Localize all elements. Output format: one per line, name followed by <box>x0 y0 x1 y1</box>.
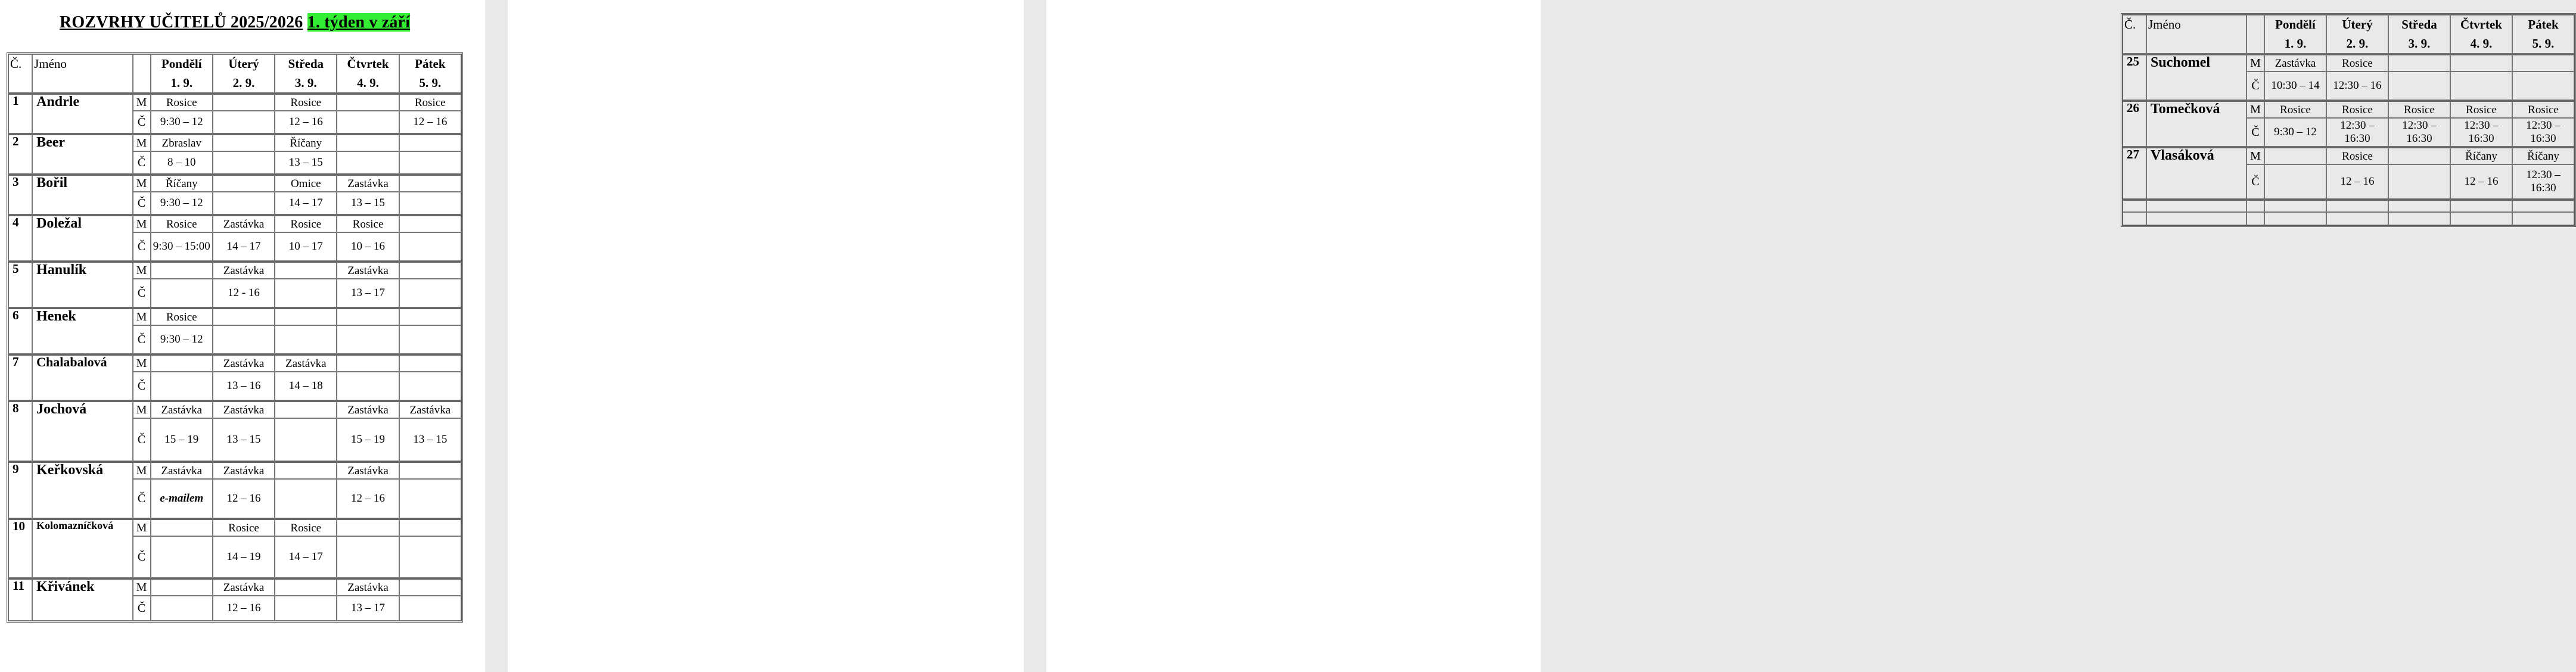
place-cell: Zastávka <box>151 400 213 418</box>
day-date: 5. 9. <box>419 75 442 90</box>
day-name: Čtvrtek <box>2460 17 2502 32</box>
time-label: Č <box>133 111 151 133</box>
place-cell: Zastávka <box>213 400 275 418</box>
day-date: 1. 9. <box>170 75 193 90</box>
time-cell: 12 – 16 <box>2326 164 2388 199</box>
time-cell: 12 – 16 <box>275 111 337 133</box>
empty-cell <box>2512 212 2574 225</box>
day-name: Středa <box>288 57 324 71</box>
header-name: Jméno <box>32 54 132 93</box>
teacher-number: 11 <box>8 578 32 621</box>
teacher-row-place <box>8 400 461 418</box>
place-cell <box>151 518 213 536</box>
place-cell <box>275 307 337 325</box>
place-cell <box>399 261 461 279</box>
time-cell <box>337 111 399 133</box>
time-cell <box>2264 164 2326 199</box>
teacher-name: Jochová <box>32 400 132 461</box>
time-cell <box>151 596 213 621</box>
time-cell: 13 – 17 <box>337 279 399 307</box>
day-name: Úterý <box>228 57 259 71</box>
teacher-row-place <box>2123 100 2574 118</box>
place-label: M <box>133 518 151 536</box>
teacher-row-place <box>8 93 461 111</box>
place-cell: Rosice <box>2326 147 2388 164</box>
time-cell: 12 – 16 <box>213 479 275 518</box>
time-cell: 12:30 – 16:30 <box>2512 118 2574 147</box>
teacher-name: Vlasáková <box>2146 147 2246 199</box>
teacher-name: Suchomel <box>2146 54 2246 100</box>
time-cell <box>337 325 399 354</box>
place-cell <box>2512 54 2574 71</box>
teacher-number: 2 <box>8 133 32 174</box>
empty-cell <box>2146 199 2246 212</box>
time-cell <box>2388 71 2450 100</box>
day-date: 4. 9. <box>357 75 379 90</box>
empty-cell <box>2450 212 2512 225</box>
place-cell <box>213 307 275 325</box>
time-cell <box>213 151 275 174</box>
time-label: Č <box>133 232 151 261</box>
place-cell <box>275 400 337 418</box>
time-cell: 15 – 19 <box>337 418 399 461</box>
place-cell <box>213 174 275 192</box>
time-cell: 9:30 – 12 <box>2264 118 2326 147</box>
time-label: Č <box>133 279 151 307</box>
place-cell: Říčany <box>2450 147 2512 164</box>
time-cell: 15 – 19 <box>151 418 213 461</box>
place-cell: Rosice <box>2450 100 2512 118</box>
place-label: M <box>133 93 151 111</box>
header-day <box>151 54 213 93</box>
time-cell <box>399 279 461 307</box>
teacher-number: 6 <box>8 307 32 354</box>
time-cell: 13 – 15 <box>213 418 275 461</box>
day-date: 5. 9. <box>2532 36 2555 51</box>
place-cell: Zbraslav <box>151 133 213 151</box>
time-cell: 9:30 – 12 <box>151 111 213 133</box>
teacher-name: Andrle <box>32 93 132 133</box>
time-label: Č <box>133 372 151 400</box>
place-cell: Zastávka <box>337 461 399 479</box>
time-cell <box>275 479 337 518</box>
teacher-row-place <box>8 461 461 479</box>
time-cell <box>275 325 337 354</box>
empty-cell <box>2450 199 2512 212</box>
time-cell <box>275 596 337 621</box>
place-label: M <box>2246 147 2264 164</box>
header-day <box>2450 15 2512 54</box>
place-cell: Zastávka <box>213 214 275 232</box>
place-cell <box>399 174 461 192</box>
place-label: M <box>133 307 151 325</box>
teacher-name: Tomečková <box>2146 100 2246 147</box>
place-label: M <box>133 461 151 479</box>
place-cell: Říčany <box>151 174 213 192</box>
time-cell <box>399 325 461 354</box>
time-cell <box>399 536 461 578</box>
time-cell <box>337 536 399 578</box>
time-cell: 12 – 16 <box>213 596 275 621</box>
place-cell <box>399 578 461 596</box>
place-cell <box>399 354 461 372</box>
teacher-number: 10 <box>8 518 32 578</box>
place-cell <box>213 93 275 111</box>
empty-cell <box>2326 199 2388 212</box>
teacher-row-place <box>8 307 461 325</box>
time-cell: 13 – 15 <box>275 151 337 174</box>
place-cell <box>337 307 399 325</box>
place-cell <box>399 518 461 536</box>
title-week-highlight: 1. týden v září <box>307 13 411 32</box>
teacher-row-place <box>8 261 461 279</box>
time-cell: 12 – 16 <box>399 111 461 133</box>
empty-cell <box>2146 212 2246 225</box>
header-day <box>2512 15 2574 54</box>
time-cell <box>399 372 461 400</box>
place-cell: Rosice <box>151 93 213 111</box>
day-date: 2. 9. <box>2346 36 2369 51</box>
place-cell: Zastávka <box>213 461 275 479</box>
day-date: 4. 9. <box>2470 36 2493 51</box>
place-label: M <box>2246 54 2264 71</box>
time-cell <box>275 418 337 461</box>
empty-row <box>2123 199 2574 212</box>
place-label: M <box>133 174 151 192</box>
header-blank <box>2246 15 2264 54</box>
time-cell: 12 – 16 <box>2450 164 2512 199</box>
place-cell: Rosice <box>275 518 337 536</box>
place-cell: Zastávka <box>213 578 275 596</box>
teacher-number: 9 <box>8 461 32 518</box>
time-label: Č <box>2246 118 2264 147</box>
time-label: Č <box>133 192 151 214</box>
teacher-name: Henek <box>32 307 132 354</box>
time-cell <box>399 479 461 518</box>
empty-cell <box>2264 199 2326 212</box>
time-cell <box>275 279 337 307</box>
place-cell <box>151 578 213 596</box>
place-label: M <box>133 578 151 596</box>
time-cell: 14 – 18 <box>275 372 337 400</box>
teacher-number: 25 <box>2123 54 2146 100</box>
schedule-table-3 <box>2121 13 2576 227</box>
day-date: 3. 9. <box>2408 36 2431 51</box>
empty-cell <box>2388 212 2450 225</box>
place-cell: Rosice <box>337 214 399 232</box>
teacher-name: Bořil <box>32 174 132 214</box>
time-cell <box>2450 71 2512 100</box>
time-cell: 12 – 16 <box>337 479 399 518</box>
time-cell: 13 – 17 <box>337 596 399 621</box>
page-1 <box>0 0 485 672</box>
time-cell: 12:30 – 16:30 <box>2388 118 2450 147</box>
place-cell: Zastávka <box>151 461 213 479</box>
place-cell: Zastávka <box>213 354 275 372</box>
place-cell: Rosice <box>2512 100 2574 118</box>
place-cell: Rosice <box>399 93 461 111</box>
time-cell: 13 – 15 <box>337 192 399 214</box>
time-cell: 9:30 – 15:00 <box>151 232 213 261</box>
time-cell <box>213 192 275 214</box>
teacher-number: 5 <box>8 261 32 307</box>
time-cell <box>399 192 461 214</box>
header-day <box>275 54 337 93</box>
time-cell <box>2512 71 2574 100</box>
day-date: 1. 9. <box>2284 36 2307 51</box>
place-label: M <box>133 133 151 151</box>
time-cell: 13 – 16 <box>213 372 275 400</box>
header-row <box>2123 15 2574 54</box>
place-cell: Říčany <box>275 133 337 151</box>
time-cell <box>151 372 213 400</box>
place-cell: Rosice <box>151 307 213 325</box>
time-cell: 9:30 – 12 <box>151 325 213 354</box>
place-cell: Rosice <box>275 93 337 111</box>
place-cell <box>275 461 337 479</box>
time-label: Č <box>133 325 151 354</box>
teacher-row-place <box>8 518 461 536</box>
place-cell <box>399 461 461 479</box>
place-cell: Říčany <box>2512 147 2574 164</box>
teacher-number: 8 <box>8 400 32 461</box>
teacher-row-place <box>2123 54 2574 71</box>
place-cell <box>151 354 213 372</box>
time-cell: 8 – 10 <box>151 151 213 174</box>
empty-cell <box>2246 199 2264 212</box>
time-cell: 10:30 – 14 <box>2264 71 2326 100</box>
teacher-number: 4 <box>8 214 32 261</box>
time-label: Č <box>133 151 151 174</box>
empty-cell <box>2123 199 2146 212</box>
day-name: Pátek <box>415 57 446 71</box>
place-cell: Zastávka <box>275 354 337 372</box>
empty-cell <box>2246 212 2264 225</box>
day-name: Pátek <box>2528 17 2559 32</box>
empty-cell <box>2512 199 2574 212</box>
place-cell <box>2450 54 2512 71</box>
header-num: Č. <box>8 54 32 93</box>
empty-cell <box>2264 212 2326 225</box>
empty-cell <box>2123 212 2146 225</box>
teacher-number: 27 <box>2123 147 2146 199</box>
day-name: Středa <box>2401 17 2437 32</box>
time-cell: 9:30 – 12 <box>151 192 213 214</box>
time-cell <box>213 325 275 354</box>
teacher-number: 26 <box>2123 100 2146 147</box>
time-label: Č <box>133 596 151 621</box>
place-label: M <box>133 214 151 232</box>
place-cell: Omice <box>275 174 337 192</box>
place-label: M <box>133 354 151 372</box>
place-cell <box>2264 147 2326 164</box>
place-label: M <box>133 261 151 279</box>
place-cell <box>337 354 399 372</box>
time-cell: 14 – 17 <box>213 232 275 261</box>
header-num: Č. <box>2123 15 2146 54</box>
time-cell <box>151 279 213 307</box>
day-name: Pondělí <box>2275 17 2316 32</box>
time-cell: 14 – 19 <box>213 536 275 578</box>
time-cell: 12:30 – 16 <box>2326 71 2388 100</box>
time-cell <box>337 151 399 174</box>
page-2 <box>508 0 1024 672</box>
place-cell: Zastávka <box>399 400 461 418</box>
teacher-name: Doležal <box>32 214 132 261</box>
place-cell: Zastávka <box>337 261 399 279</box>
place-cell: Rosice <box>2326 100 2388 118</box>
teacher-row-place <box>8 174 461 192</box>
place-label: M <box>133 400 151 418</box>
time-cell <box>213 111 275 133</box>
time-cell: 12:30 – 16:30 <box>2326 118 2388 147</box>
teacher-number: 7 <box>8 354 32 400</box>
header-name: Jméno <box>2146 15 2246 54</box>
time-cell <box>399 232 461 261</box>
time-cell: e-mailem <box>151 479 213 518</box>
place-cell <box>151 261 213 279</box>
header-day <box>2388 15 2450 54</box>
place-cell <box>275 578 337 596</box>
time-cell: 12 - 16 <box>213 279 275 307</box>
day-date: 2. 9. <box>232 75 255 90</box>
teacher-row-place <box>8 214 461 232</box>
empty-cell <box>2388 199 2450 212</box>
teacher-row-place <box>8 133 461 151</box>
day-name: Čtvrtek <box>347 57 389 71</box>
day-name: Pondělí <box>161 57 202 71</box>
place-cell: Rosice <box>2264 100 2326 118</box>
page-3 <box>1046 0 2561 672</box>
time-cell <box>337 372 399 400</box>
day-date: 3. 9. <box>294 75 317 90</box>
teacher-name: Kolomazníčková <box>32 518 132 578</box>
place-cell: Rosice <box>275 214 337 232</box>
time-cell: 14 – 17 <box>275 536 337 578</box>
place-cell <box>337 93 399 111</box>
time-cell <box>399 151 461 174</box>
time-cell <box>399 596 461 621</box>
place-cell <box>337 518 399 536</box>
place-cell: Rosice <box>2326 54 2388 71</box>
place-cell: Zastávka <box>337 174 399 192</box>
header-day <box>2264 15 2326 54</box>
header-blank <box>133 54 151 93</box>
place-cell <box>399 133 461 151</box>
place-cell <box>399 307 461 325</box>
time-label: Č <box>133 418 151 461</box>
header-row <box>8 54 461 93</box>
time-label: Č <box>2246 71 2264 100</box>
place-cell: Zastávka <box>337 578 399 596</box>
day-name: Úterý <box>2342 17 2373 32</box>
place-cell: Zastávka <box>2264 54 2326 71</box>
place-cell: Rosice <box>151 214 213 232</box>
place-cell <box>2388 54 2450 71</box>
place-cell <box>337 133 399 151</box>
time-label: Č <box>133 536 151 578</box>
place-cell <box>213 133 275 151</box>
teacher-row-place <box>8 354 461 372</box>
teacher-name: Křivánek <box>32 578 132 621</box>
document-title <box>60 13 410 32</box>
time-cell: 14 – 17 <box>275 192 337 214</box>
teacher-name: Keřkovská <box>32 461 132 518</box>
header-day <box>213 54 275 93</box>
empty-row <box>2123 212 2574 225</box>
teacher-number: 1 <box>8 93 32 133</box>
time-cell: 12:30 – 16:30 <box>2512 164 2574 199</box>
teacher-name: Chalabalová <box>32 354 132 400</box>
place-cell: Zastávka <box>337 400 399 418</box>
header-day <box>337 54 399 93</box>
time-cell <box>2388 164 2450 199</box>
place-cell: Zastávka <box>213 261 275 279</box>
empty-cell <box>2326 212 2388 225</box>
header-day <box>2326 15 2388 54</box>
place-cell <box>399 214 461 232</box>
teacher-number: 3 <box>8 174 32 214</box>
time-cell: 12:30 – 16:30 <box>2450 118 2512 147</box>
place-label: M <box>2246 100 2264 118</box>
time-cell <box>151 536 213 578</box>
title-main: ROZVRHY UČITELŮ 2025/2026 <box>60 13 303 32</box>
time-cell: 10 – 17 <box>275 232 337 261</box>
place-cell <box>2388 147 2450 164</box>
place-cell: Rosice <box>213 518 275 536</box>
time-label: Č <box>2246 164 2264 199</box>
time-cell: 10 – 16 <box>337 232 399 261</box>
header-day <box>399 54 461 93</box>
teacher-name: Hanulík <box>32 261 132 307</box>
teacher-row-place <box>8 578 461 596</box>
place-cell <box>275 261 337 279</box>
place-cell: Rosice <box>2388 100 2450 118</box>
time-label: Č <box>133 479 151 518</box>
teacher-row-place <box>2123 147 2574 164</box>
time-cell: 13 – 15 <box>399 418 461 461</box>
teacher-name: Beer <box>32 133 132 174</box>
schedule-table-1 <box>7 52 463 623</box>
